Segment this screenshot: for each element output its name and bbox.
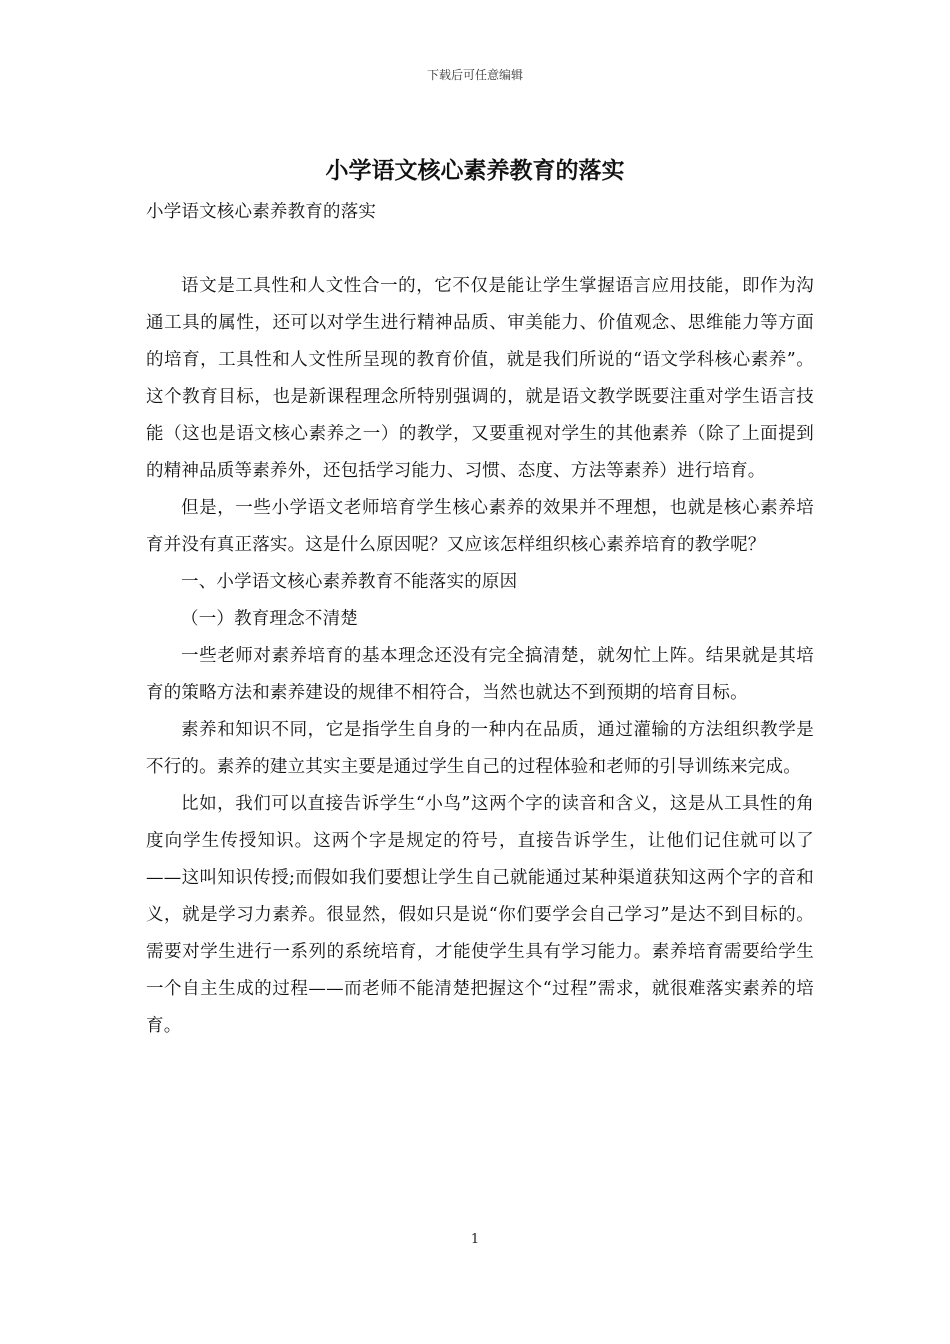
blank-line — [146, 231, 814, 268]
paragraph-intro: 语文是工具性和人文性合一的，它不仅是能让学生掌握语言应用技能，即作为沟通工具的属性，还可以对学生进行精神品质、审美能力、价值观念、思维能力等方面的培育，工具性和人文性所呈现的教育价值，就是我们所说的“语文学科核心素养”。这个教育目标，也是新课程理念所特别强调的，就是语文教学既要注重对学生语言技能（这也是语文核心素养之一）的教学，又要重视对学生的其他素养（除了上面提到的精神品质等素养外，还包括学习能力、习惯、态度、方法等素养）进行培育。 — [146, 276, 814, 481]
paragraph-literacy: 素养和知识不同，它是指学生自身的一种内在品质，通过灌输的方法组织教学是不行的。素养的建立其实主要是通过学生自己的过程体验和老师的引导训练来完成。 — [146, 720, 814, 777]
document-body — [146, 194, 814, 1045]
section-heading: 一、小学语文核心素养教育不能落实的原因 — [181, 572, 518, 592]
header-note: 下载后可任意编辑 — [426, 68, 523, 82]
subsection-heading: （一）教育理念不清楚 — [181, 609, 358, 629]
document-title: 小学语文核心素养教育的落实 — [325, 157, 625, 184]
paragraph-example: 比如，我们可以直接告诉学生“小鸟”这两个字的读音和含义，这是从工具性的角度向学生传授知识。这两个字是规定的符号，直接告诉学生，让他们记住就可以了——这叫知识传授;而假如我们要想让学生自己就能通过某种渠道获知这两个字的音和义，就是学习力素养。很显然，假如只是说“你们要学会自己学习”是达不到目标的。需要对学生进行一系列的系统培育，才能使学生具有学习能力。素养培育需要给学生一个自主生成的过程——而老师不能清楚把握这个“过程”需求，就很难落实素养的培育。 — [146, 794, 814, 1036]
paragraph-concept: 一些老师对素养培育的基本理念还没有完全搞清楚，就匆忙上阵。结果就是其培育的策略方法和素养建设的规律不相符合，当然也就达不到预期的培育目标。 — [146, 646, 814, 703]
paragraph-problem: 但是，一些小学语文老师培育学生核心素养的效果并不理想，也就是核心素养培育并没有真正落实。这是什么原因呢？又应该怎样组织核心素养培育的教学呢？ — [146, 498, 814, 555]
document-subtitle: 小学语文核心素养教育的落实 — [146, 202, 377, 222]
page-number: 1 — [470, 1232, 480, 1247]
